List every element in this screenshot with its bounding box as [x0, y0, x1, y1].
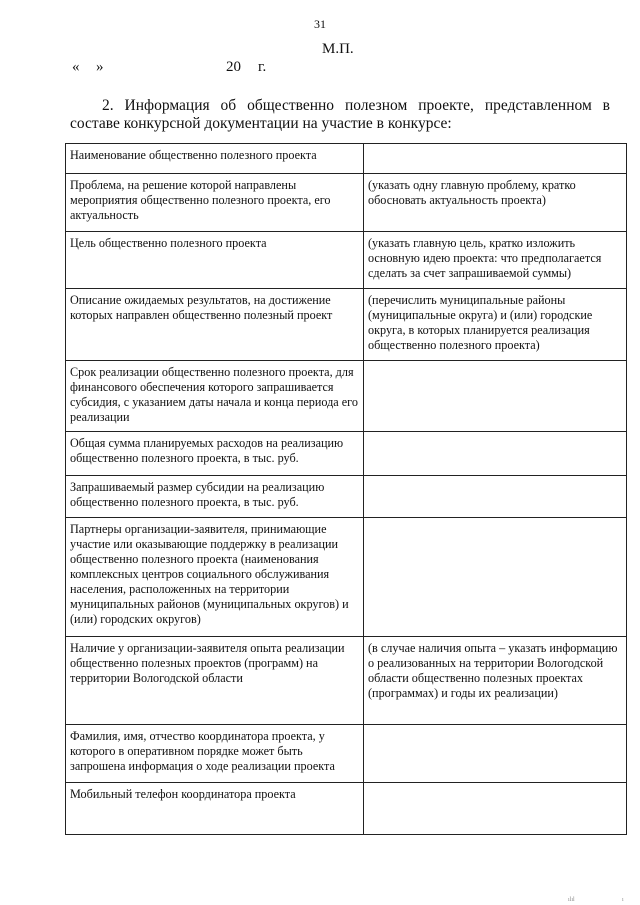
table-row	[66, 232, 627, 289]
table-row	[66, 637, 627, 725]
row-label: Партнеры организации-заявителя, принимающие участие или оказывающие поддержку в реализации общественно полезного проекта (наименования комплексных центров социального обслуживания населения, расположенных на территории муниципальных районов (муниципальных округов) и (или) городских округов)	[66, 518, 364, 637]
table-row	[66, 289, 627, 361]
row-label: Цель общественно полезного проекта	[66, 232, 364, 289]
row-value	[364, 518, 627, 637]
date-line	[72, 59, 372, 79]
scan-mark: ılıl	[568, 897, 575, 903]
row-value	[364, 783, 627, 835]
row-label: Описание ожидаемых результатов, на достижение которых направлен общественно полезный проект	[66, 289, 364, 361]
row-value	[364, 476, 627, 518]
row-label: Фамилия, имя, отчество координатора проекта, у которого в оперативном порядке может быть запрошена информация о ходе реализации проекта	[66, 725, 364, 783]
row-value	[364, 432, 627, 476]
row-label: Срок реализации общественно полезного проекта, для финансового обеспечения которого запрашивается субсидия, с указанием даты начала и конца периода его реализации	[66, 361, 364, 432]
row-label: Запрашиваемый размер субсидии на реализацию общественно полезного проекта, в тыс. руб.	[66, 476, 364, 518]
scan-mark-corner: ı	[622, 897, 624, 903]
table-row	[66, 476, 627, 518]
table-row	[66, 725, 627, 783]
date-open-quote: «	[72, 59, 80, 75]
row-value	[364, 725, 627, 783]
row-label: Общая сумма планируемых расходов на реализацию общественно полезного проекта, в тыс. руб.	[66, 432, 364, 476]
table-row	[66, 361, 627, 432]
date-year-suffix: г.	[258, 59, 267, 75]
table-row	[66, 432, 627, 476]
table-row	[66, 518, 627, 637]
row-value: (в случае наличия опыта – указать информацию о реализованных на территории Вологодской области общественно полезных проектах (программах) и годы их реализации)	[364, 637, 627, 725]
row-value: (указать главную цель, кратко изложить основную идею проекта: что предполагается сделать за счет запрашиваемой суммы)	[364, 232, 627, 289]
table-row	[66, 144, 627, 174]
row-label: Мобильный телефон координатора проекта	[66, 783, 364, 835]
row-value: (перечислить муниципальные районы (муниципальные округа) и (или) городские округа, в которых планируется реализация общественно полезного проекта)	[364, 289, 627, 361]
project-info-table	[65, 143, 627, 835]
row-label: Наличие у организации-заявителя опыта реализации общественно полезных проектов (программ) на территории Вологодской области	[66, 637, 364, 725]
row-value: (указать одну главную проблему, кратко обосновать актуальность проекта)	[364, 174, 627, 232]
section-heading: 2. Информация об общественно полезном проекте, представленном в составе конкурсной документации на участие в конкурсе:	[70, 97, 610, 132]
row-label: Проблема, на решение которой направлены мероприятия общественно полезного проекта, его актуальность	[66, 174, 364, 232]
page-number: 31	[314, 17, 326, 31]
table-row	[66, 174, 627, 232]
date-year: 20	[226, 59, 241, 75]
row-value	[364, 361, 627, 432]
row-label: Наименование общественно полезного проекта	[66, 144, 364, 174]
date-close-quote: »	[96, 59, 104, 75]
row-value	[364, 144, 627, 174]
seal-label: М.П.	[322, 41, 354, 57]
table-row	[66, 783, 627, 835]
